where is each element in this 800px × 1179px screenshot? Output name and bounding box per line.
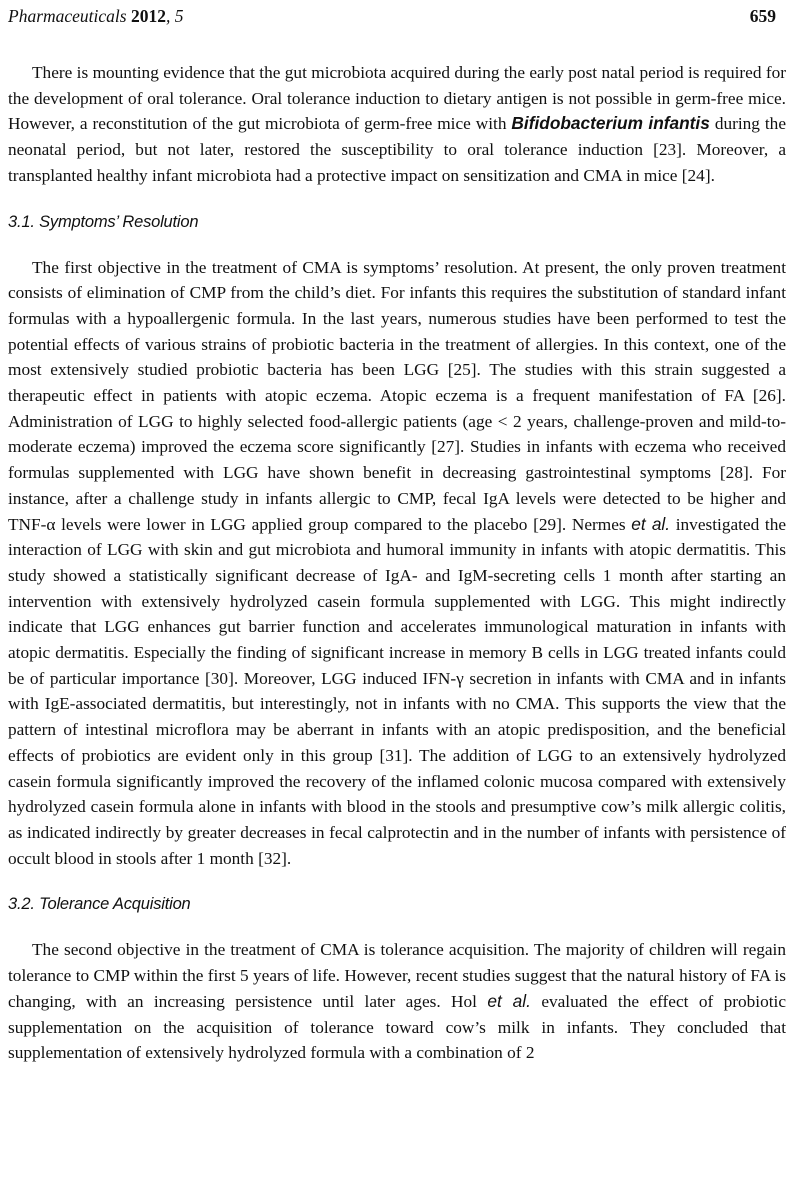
et-al-text: et al.: [631, 513, 671, 534]
article-body: [8, 60, 786, 1066]
symptoms-text-1: The first objective in the treatment of CMA is symptoms’ resolution. At present, the only proven treatment consists of elimination of CMP from the child’s diet. For infants this requires the substitution of standard infant formulas with a hypoallergenic formula. In the last years, numerous studies have been performed to test the potential effects of various strains of probiotic bacteria in the treatment of allergies. In this context, one of the most extensively studied probiotic bacteria has been LGG [25]. The studies with this strain suggested a therapeutic effect in patients with atopic eczema. Atopic eczema is a frequent manifestation of FA [26]. Administration of LGG to highly selected food-allergic patients (age < 2 years, challenge-proven and mild-to-moderate eczema) improved the eczema score significantly [27]. Studies in infants with eczema who received formulas supplemented with LGG have shown benefit in decreasing gastrointestinal symptoms [28]. For instance, after a challenge study in infants allergic to CMP, fecal IgA levels were detected to be higher and TNF-α levels were lower in LGG applied group compared to the placebo [29]. Nermes: [8, 257, 786, 534]
tolerance-text-2: evaluated the effect of probiotic supplementation on the acquisition of tolerance toward cow’s milk in infants. They concluded that supplementation of extensively hydrolyzed formula with a combination of 2: [8, 991, 787, 1063]
symptoms-paragraph: [8, 255, 786, 872]
journal-name: Pharmaceuticals: [8, 6, 127, 26]
tolerance-paragraph: [8, 937, 786, 1066]
section-heading-symptoms: 3.1. Symptoms’ Resolution: [8, 212, 199, 231]
section-heading-tolerance: 3.2. Tolerance Acquisition: [8, 895, 191, 914]
journal-year: 2012: [130, 6, 166, 26]
page-number: 659: [749, 6, 776, 26]
journal-citation: Pharmaceuticals 2012, 5: [8, 6, 184, 26]
symptoms-text-2: investigated the interaction of LGG with skin and gut microbiota and humoral immunity in infants with atopic dermatitis. This study showed a statistically significant decrease of IgA- and IgM-secreting cells 1 month after starting an intervention with extensively hydrolyzed casein formula supplemented with LGG. This might indirectly indicate that LGG enhances gut barrier function and accelerates immunological maturation in infants with atopic dermatitis. Especially the finding of significant increase in memory B cells in LGG treated infants could be of particular importance [30]. Moreover, LGG induced IFN-γ secretion in infants with CMA and in infants with IgE-associated dermatitis, but interestingly, not in infants with no CMA. This supports the view that the pattern of intestinal microflora may be aberrant in infants with an atopic predisposition, and the beneficial effects of probiotics are evident only in this group [31]. The addition of LGG to an extensively hydrolyzed casein formula significantly improved the recovery of the inflamed colonic mucosa compared with extensively hydrolyzed casein formula alone in infants with blood in the stools and presumptive cow’s milk allergic colitis, as indicated indirectly by greater decreases in fecal calprotectin and in the number of infants with persistence of occult blood in stools after 1 month [32].: [8, 514, 787, 868]
tolerance-text-1: The second objective in the treatment of CMA is tolerance acquisition. The majority of children will regain tolerance to CMP within the first 5 years of life. However, recent studies suggest that the natural history of FA is changing, with an increasing persistence until later ages. Hol: [8, 940, 786, 1011]
intro-text-1: There is mounting evidence that the gut microbiota acquired during the early post natal period is required for the development of oral tolerance. Oral tolerance induction to dietary antigen is not possible in germ-free mice. However, a reconstitution of the gut microbiota of germ-free mice with: [8, 63, 786, 134]
intro-paragraph: [8, 60, 786, 189]
intro-text-2: during the neonatal period, but not later, restored the susceptibility to oral tolerance induction [23]. Moreover, a transplanted healthy infant microbiota had a protective impact on sensitization and CMA in mice [24].: [8, 114, 786, 185]
journal-volume: 5: [174, 6, 184, 26]
page-header: [8, 6, 776, 36]
et-al-text: et al.: [487, 990, 531, 1011]
species-name: Bifidobacterium infantis: [511, 113, 710, 134]
